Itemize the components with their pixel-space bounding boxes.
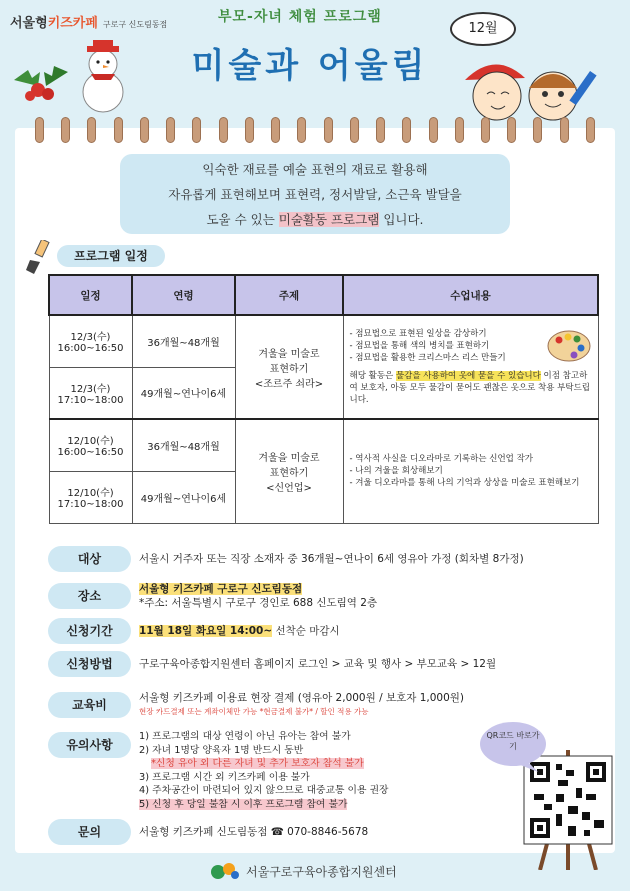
date-cell: 12/10(수) 16:00~16:50 [49,419,132,471]
period-label: 신청기간 [48,618,131,644]
contact-label: 문의 [48,819,131,845]
target-row [48,545,524,573]
fee-row [48,688,464,722]
program-intro: 익숙한 재료를 예술 표현의 재료로 활용해 자유롭게 표현해보며 표현력, 정서발달, 소근육 발달을 도울 수 있는 미술활동 프로그램 입니다. [120,154,510,234]
snowman-icon [75,40,131,114]
footer [210,860,397,882]
period-row [48,617,340,645]
age-cell: 49개월~연나이6세 [132,367,235,419]
holly-icon [10,58,72,108]
period-text: 선착순 마감시 [272,625,340,637]
schedule-table [48,274,599,524]
contact-text: 서울형 키즈카페 신도림동점 ☎ 070-8846-5678 [139,826,369,838]
qr-speech-bubble [478,720,548,776]
center-logo-icon [210,860,240,882]
table-header-row [49,275,598,315]
topic-cell: 겨울을 미술로 표현하기 <신언업> [235,419,343,523]
schedule-section-label: 프로그램 일정 [57,245,165,267]
poster-header [0,0,630,130]
notice-row [48,730,389,814]
place-label: 장소 [48,583,131,609]
table-row [49,315,598,367]
method-row [48,650,496,678]
method-label: 신청방법 [48,651,131,677]
age-cell: 49개월~연나이6세 [132,471,235,523]
notice-item: *신청 유아 외 다른 자녀 및 추가 보호자 참석 불가 [151,758,364,769]
col-header-age: 연령 [132,275,235,315]
center-name: 서울구로구육아종합지원센터 [246,864,397,879]
age-cell: 36개월~48개월 [132,315,235,367]
place-name: 서울형 키즈카페 구로구 신도림동점 [139,583,303,595]
col-header-topic: 주제 [235,275,343,315]
kidscafe-logo: 서울형키즈카페 구로구 신도림동점 [10,16,168,31]
notice-item: 4) 주차공간이 마련되어 있지 않으므로 대중교통 이용 권장 [139,785,389,796]
notice-item: 3) 프로그램 시간 외 키즈카페 이용 불가 [139,771,310,783]
notice-list [139,730,389,811]
date-cell: 12/3(수) 17:10~18:00 [49,367,132,419]
date-cell: 12/10(수) 17:10~18:00 [49,471,132,523]
palette-icon [546,328,592,364]
target-label: 대상 [48,546,131,572]
place-row [48,580,377,612]
place-address: *주소: 서울특별시 구로구 경인로 688 신도림역 2층 [139,597,378,609]
paintbrush-icon [24,240,52,274]
topic-cell: 겨울을 미술로 표현하기 <조르주 쇠라> [235,315,343,419]
method-text: 구로구육아종합지원센터 홈페이지 로그인 > 교육 및 행사 > 부모교육 > 12월 [139,658,497,670]
notice-item: 1) 프로그램의 대상 연령이 아닌 유아는 참여 불가 [139,731,351,742]
content-cell: - 점묘법으로 표현된 일상을 감상하기 - 점묘법을 통해 색의 병치를 표현하기 - 점묘법을 활용한 크리스마스 리스 만들기 해당 활동은 물감을 사용하여 옷에 묻을 수 있습니다 이점 참고하여 보호자, 아동 모두 물감이 묻어도 괜찮은 옷으로 착용 부탁드립니다. [343,315,598,419]
notice-item: 5) 신청 후 당일 불참 시 이후 프로그램 참여 불가 [139,798,348,810]
col-header-content: 수업내용 [343,275,598,315]
date-cell: 12/3(수) 16:00~16:50 [49,315,132,367]
contact-row [48,818,368,846]
target-text: 서울시 거주자 또는 직장 소재자 중 36개월~연나이 6세 영유아 가정 (회차별 8가정) [139,553,524,565]
program-subtitle: 부모-자녀 체험 프로그램 [218,9,382,25]
period-highlight: 11월 18일 화요일 14:00~ [139,625,273,637]
table-row [49,419,598,471]
notice-item: 2) 자녀 1명당 양육자 1명 반드시 동반 [139,744,304,756]
col-header-date: 일정 [49,275,132,315]
notice-label: 유의사항 [48,732,131,758]
notebook-rings [35,117,595,143]
fee-label: 교육비 [48,692,131,718]
content-cell: - 역사적 사실을 디오라마로 기록하는 신언업 작가 - 나의 겨울을 회상해보기 - 겨울 디오라마를 통해 나의 기억과 상상을 미술로 표현해보기 [343,419,598,523]
month-badge: 12월 [450,12,516,46]
qr-bubble-text: QR코드 바로가기 [486,731,540,751]
age-cell: 36개월~48개월 [132,419,235,471]
fee-note: 현장 카드결제 또는 계좌이체만 가능 *현금결제 불가* / 할인 적용 가능 [139,707,369,716]
fee-text: 서울형 키즈카페 이용료 현장 결제 (영유아 2,000원 / 보호자 1,000원) [139,692,465,704]
program-title: 미술과 어울림 [191,46,429,86]
